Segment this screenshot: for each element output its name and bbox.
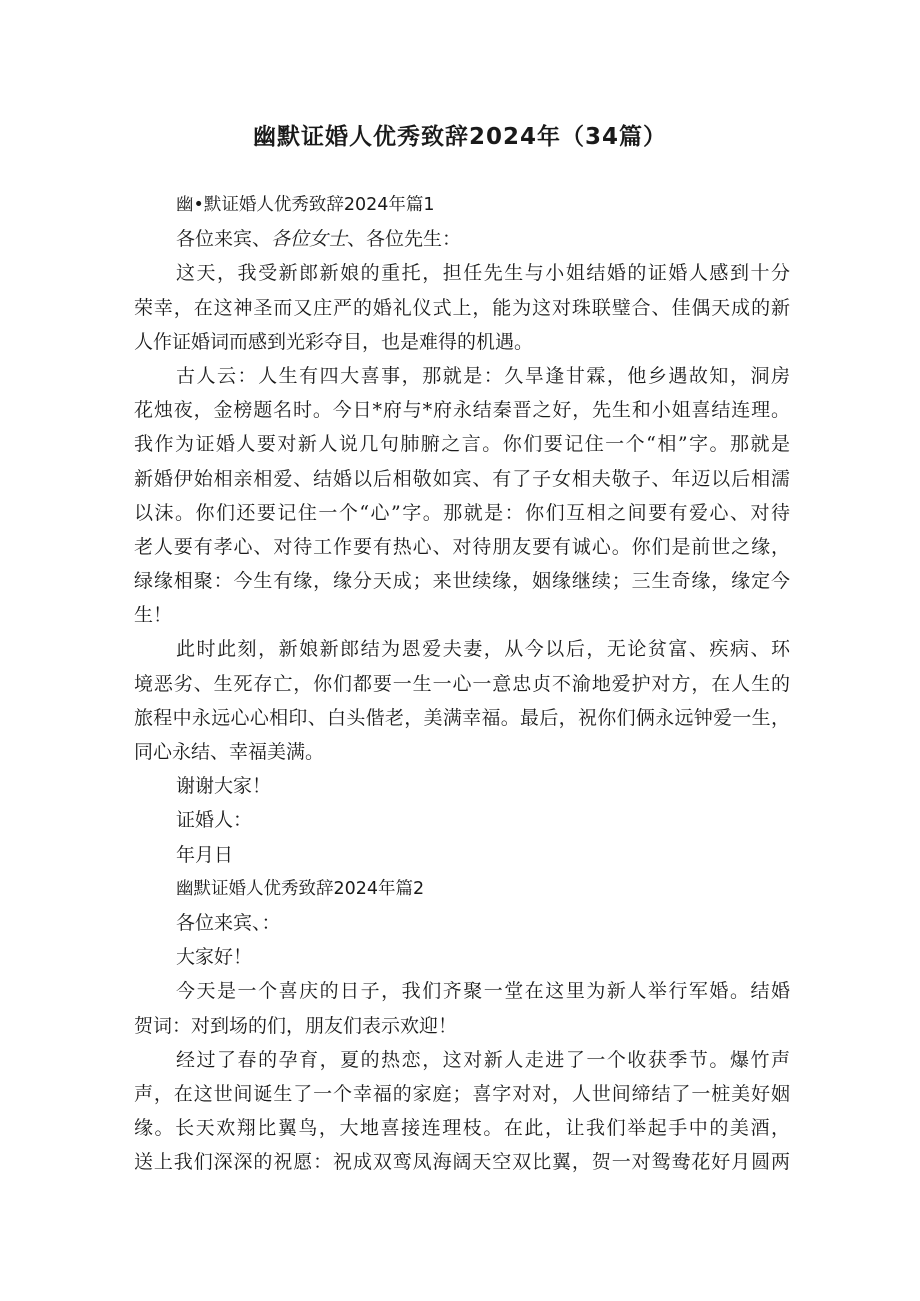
paragraph-line: 经过了春的孕育，夏的热恋，这对新人走进了一个收获季节。爆竹声	[176, 1048, 790, 1071]
salutation-part: 、各位先生：	[347, 228, 462, 251]
paragraph-line: 人作证婚词而感到光彩夺目，也是难得的机遇。	[134, 330, 534, 353]
section-heading: 幽默证婚人优秀致辞2024年篇2	[176, 878, 425, 899]
paragraph-line: 以沫。你们还要记住一个“心”字。那就是：你们互相之间要有爱心、对待	[134, 501, 790, 524]
paragraph-line: 声，在这世间诞生了一个幸福的家庭；喜字对对，人世间缔结了一桩美好姻	[134, 1082, 790, 1105]
paragraph-line: 新婚伊始相亲相爱、结婚以后相敬如宾、有了子女相夫敬子、年迈以后相濡	[134, 467, 790, 490]
salutation: 各位来宾、：	[176, 911, 281, 934]
salutation-part: 各位来宾、	[176, 228, 272, 251]
salutation	[134, 222, 790, 256]
paragraph-line: 花烛夜，金榜题名时。今日*府与*府永结秦晋之好，先生和小姐喜结连理。	[134, 399, 790, 422]
paragraph-line: 此时此刻，新娘新郎结为恩爱夫妻，从今以后，无论贫富、疾病、环	[176, 638, 790, 661]
paragraph-line: 旅程中永远心心相印、白头偕老，美满幸福。最后，祝你们俩永远钟爱一生，	[134, 706, 790, 729]
paragraph-line: 老人要有孝心、对待工作要有热心、对待朋友要有诚心。你们是前世之缘，	[134, 535, 790, 558]
closing-thanks: 谢谢大家！	[176, 775, 272, 798]
document-title: 幽默证婚人优秀致辞2024年（34篇）	[252, 124, 668, 150]
paragraph-line: 贺词：对到场的们，朋友们表示欢迎！	[134, 1014, 458, 1037]
paragraph-line: 这天，我受新郎新娘的重托，担任先生与小姐结婚的证婚人感到十分	[176, 262, 790, 285]
document-body	[134, 188, 790, 1179]
paragraph-line: 今天是一个喜庆的日子，我们齐聚一堂在这里为新人举行军婚。结婚	[176, 980, 790, 1003]
paragraph-line: 送上我们深深的祝愿：祝成双鸾凤海阔天空双比翼，贺一对鸳鸯花好月圆两	[134, 1151, 790, 1174]
paragraph-line: 绿缘相聚：今生有缘，缘分天成；来世续缘，姻缘继续；三生奇缘，缘定今	[134, 570, 790, 593]
paragraph-line: 生！	[134, 604, 173, 627]
paragraph-line: 古人云：人生有四大喜事，那就是：久旱逢甘霖，他乡遇故知，洞房	[176, 364, 790, 387]
salutation-part: 各位女士	[271, 228, 348, 251]
paragraph-line: 荣幸，在这神圣而又庄严的婚礼仪式上，能为这对珠联璧合、佳偶天成的新	[134, 296, 790, 319]
paragraph-line: 境恶劣、生死存亡，你们都要一生一心一意忠贞不渝地爱护对方，在人生的	[134, 672, 790, 695]
date-label: 年月日	[176, 843, 234, 866]
paragraph-line: 我作为证婚人要对新人说几句肺腑之言。你们要记住一个“相”字。那就是	[134, 433, 790, 456]
paragraph-line: 同心永结、幸福美满。	[134, 741, 325, 763]
greeting: 大家好！	[176, 946, 253, 969]
paragraph-line: 缘。长天欢翔比翼鸟，大地喜接连理枝。在此，让我们举起手中的美酒，	[134, 1117, 790, 1140]
signer-label: 证婚人：	[176, 809, 253, 832]
section-heading: 幽•默证婚人优秀致辞2024年篇1	[176, 195, 435, 215]
